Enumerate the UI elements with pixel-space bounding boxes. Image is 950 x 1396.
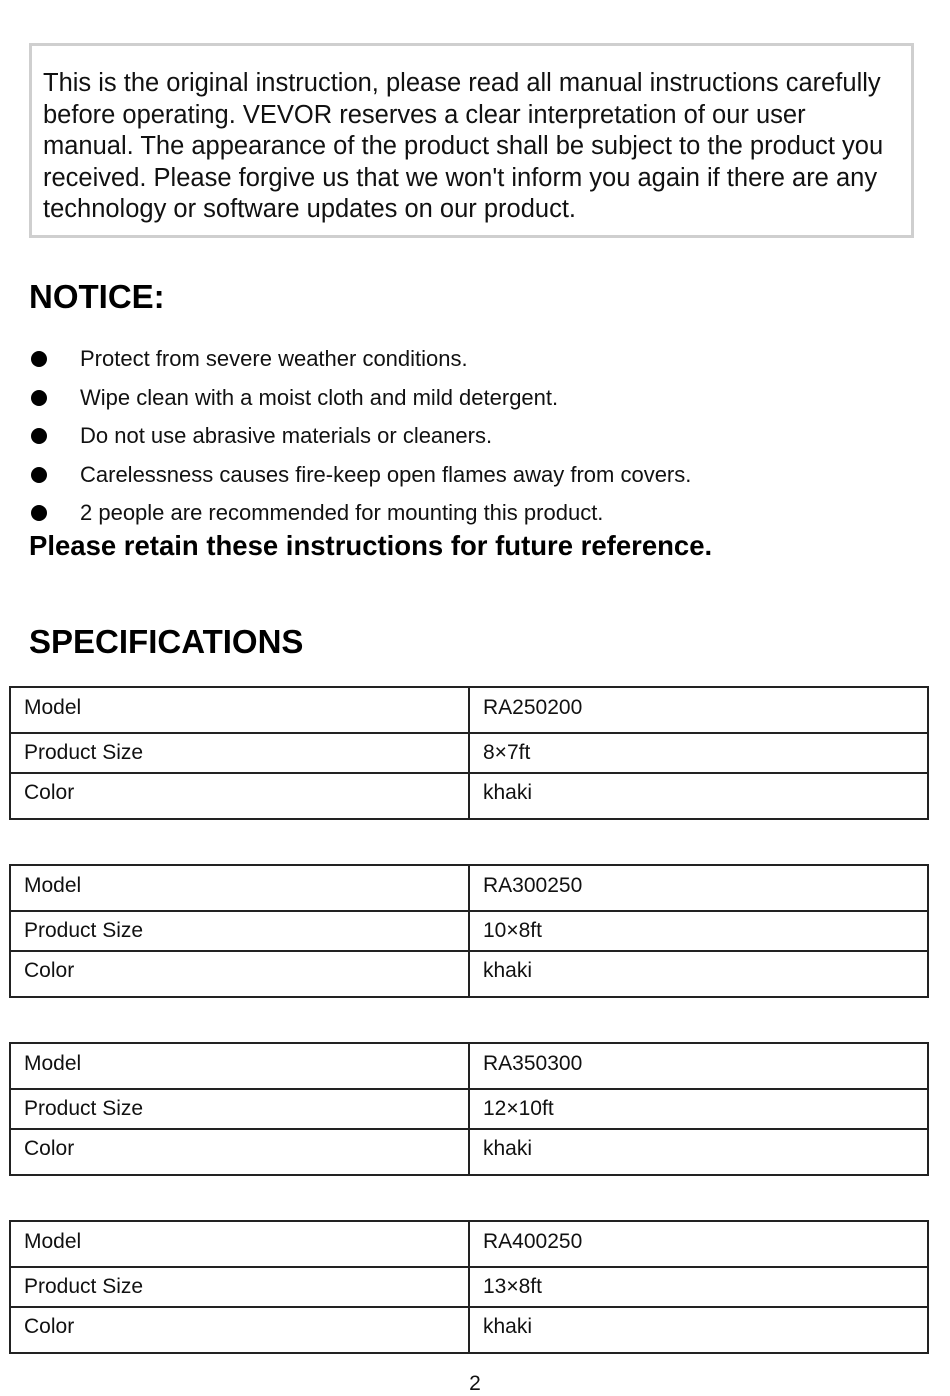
notice-item [29,456,691,495]
product-size-value: 12×10ft [469,1089,928,1129]
product-size-label: Product Size [10,1267,469,1307]
retain-instructions-text: Please retain these instructions for future reference. [29,530,713,561]
bullet-icon [31,505,47,521]
model-value: RA300250 [469,865,928,911]
table-row [10,951,928,997]
product-size-value: 10×8ft [469,911,928,951]
product-size-label: Product Size [10,1089,469,1129]
notice-title: NOTICE: [29,278,165,315]
intro-notice-box [29,43,914,238]
table-row [10,865,928,911]
table-row [10,773,928,819]
model-value: RA400250 [469,1221,928,1267]
color-label: Color [10,1307,469,1353]
spec-table [9,1042,929,1176]
spec-table [9,1220,929,1354]
table-row [10,1043,928,1089]
color-value: khaki [469,951,928,997]
product-size-value: 8×7ft [469,733,928,773]
notice-item-text: 2 people are recommended for mounting this product. [80,500,604,526]
notice-item [29,417,691,456]
table-row [10,911,928,951]
spec-table [9,686,929,820]
intro-text: This is the original instruction, please read all manual instructions carefully before operating. VEVOR reserves a clear interpretation of our user manual. The appearance of the product shall be subject to the product you received. Please forgive us that we won't inform you again if there are any technology or software updates on our product. [43,69,884,223]
table-row [10,1221,928,1267]
notice-list [29,340,691,533]
color-label: Color [10,773,469,819]
table-row [10,687,928,733]
product-size-label: Product Size [10,733,469,773]
spec-table [9,864,929,998]
table-row [10,1267,928,1307]
color-value: khaki [469,1307,928,1353]
page-number: 2 [469,1372,481,1395]
notice-item [29,379,691,418]
bullet-icon [31,390,47,406]
model-value: RA350300 [469,1043,928,1089]
color-label: Color [10,1129,469,1175]
product-size-label: Product Size [10,911,469,951]
model-value: RA250200 [469,687,928,733]
bullet-icon [31,428,47,444]
notice-item-text: Protect from severe weather conditions. [80,346,468,372]
notice-item [29,494,691,533]
color-value: khaki [469,1129,928,1175]
table-row [10,1129,928,1175]
product-size-value: 13×8ft [469,1267,928,1307]
model-label: Model [10,1043,469,1089]
table-row [10,1089,928,1129]
notice-item [29,340,691,379]
model-label: Model [10,1221,469,1267]
color-label: Color [10,951,469,997]
bullet-icon [31,351,47,367]
model-label: Model [10,865,469,911]
model-label: Model [10,687,469,733]
specifications-title: SPECIFICATIONS [29,623,304,660]
table-row [10,733,928,773]
notice-item-text: Wipe clean with a moist cloth and mild detergent. [80,384,559,410]
notice-item-text: Carelessness causes fire-keep open flames away from covers. [80,461,692,487]
bullet-icon [31,467,47,483]
notice-item-text: Do not use abrasive materials or cleaners. [80,423,493,449]
color-value: khaki [469,773,928,819]
table-row [10,1307,928,1353]
